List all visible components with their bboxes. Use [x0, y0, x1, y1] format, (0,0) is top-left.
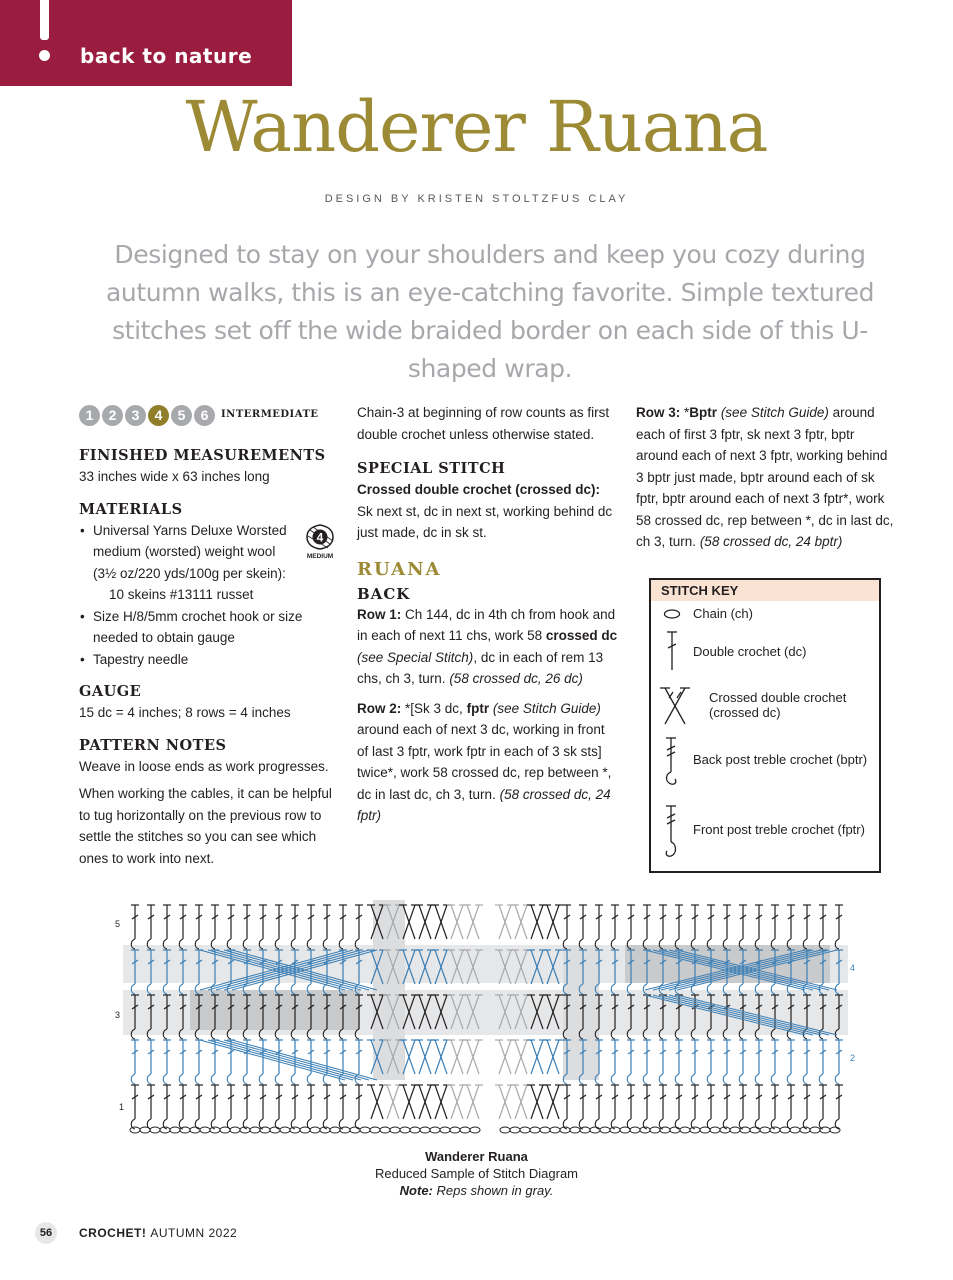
chain-mark	[690, 1127, 700, 1133]
row-label-2: 2	[850, 1053, 856, 1063]
chain-mark	[610, 1127, 620, 1133]
post-hook	[707, 1074, 711, 1084]
chain-mark	[510, 1127, 520, 1133]
chain-mark	[650, 1127, 660, 1133]
section-tab-label: back to nature	[80, 44, 253, 68]
chain-mark	[660, 1127, 670, 1133]
post-hook	[675, 1074, 679, 1084]
cable-line	[232, 1040, 377, 1080]
skill-level-2: 2	[102, 405, 123, 426]
page-number: 56	[35, 1222, 57, 1244]
chain-mark	[270, 1127, 280, 1133]
gauge-text: 15 dc = 4 inches; 8 rows = 4 inches	[79, 705, 291, 720]
row-label-5: 5	[115, 919, 121, 929]
chain-mark	[410, 1127, 420, 1133]
stitch-diagram	[105, 890, 865, 1140]
chain-mark	[590, 1127, 600, 1133]
back-heading: BACK	[357, 584, 411, 603]
list-item: • Tapestry needle	[79, 649, 344, 671]
chain-mark	[380, 1127, 390, 1133]
post-hook	[163, 1074, 167, 1084]
materials-yarn-amount: 10 skeins #13111 russet	[109, 587, 254, 602]
page-title: Wanderer Ruana	[185, 86, 768, 168]
chain-mark	[220, 1127, 230, 1133]
diagram-caption	[0, 1148, 953, 1199]
chain-mark	[190, 1127, 200, 1133]
chain-mark	[460, 1127, 470, 1133]
post-hook	[787, 1074, 791, 1084]
materials-heading: MATERIALS	[79, 500, 183, 518]
exclamation-dot-icon	[39, 50, 50, 61]
post-hook	[131, 1074, 135, 1084]
chain-mark	[200, 1127, 210, 1133]
chain-mark	[310, 1127, 320, 1133]
post-hook	[211, 1074, 215, 1084]
chain-mark	[600, 1127, 610, 1133]
chain-mark	[330, 1127, 340, 1133]
stitch-key-heading: STITCH KEY	[651, 580, 879, 601]
yarn-weight-number: 4	[316, 530, 324, 545]
magazine-name: CROCHET!	[79, 1226, 147, 1240]
chain-mark	[630, 1127, 640, 1133]
caption-subtitle: Reduced Sample of Stitch Diagram	[374, 1166, 579, 1181]
post-hook	[243, 1074, 247, 1084]
post-hook	[691, 1074, 695, 1084]
chain-mark	[620, 1127, 630, 1133]
chain-mark	[390, 1127, 400, 1133]
chain-mark	[830, 1127, 840, 1133]
skill-level-4: 4	[148, 405, 169, 426]
exclamation-icon	[40, 0, 49, 40]
materials-list-cont	[79, 606, 344, 671]
finished-text: 33 inches wide x 63 inches long	[79, 469, 270, 484]
chain-mark	[430, 1127, 440, 1133]
folio	[35, 1222, 237, 1244]
chain-mark	[260, 1127, 270, 1133]
chain-mark	[370, 1127, 380, 1133]
finished-heading: FINISHED MEASUREMENTS	[79, 447, 326, 464]
post-hook	[819, 1074, 823, 1084]
chain-mark	[550, 1127, 560, 1133]
chain-mark	[540, 1127, 550, 1133]
chain-mark	[580, 1127, 590, 1133]
row-2-instructions: Row 2: *[Sk 3 dc, fptr (see Stitch Guide) around each of next 3 dc, working in front of last 3 fptr, work fptr in each of 3 sk sts] twice*, work 58 crossed dc, rep between *, dc in last dc, ch 3, turn. (58 crossed dc, 24 fptr)	[357, 700, 612, 823]
chain-icon	[663, 607, 683, 619]
chain-mark	[680, 1127, 690, 1133]
row-label-3: 3	[115, 1010, 121, 1020]
ruana-heading: RUANA	[357, 558, 442, 580]
chain-mark	[210, 1127, 220, 1133]
row-1-instructions: Row 1: Ch 144, dc in 4th ch from hook and in each of next 11 chs, work 58 crossed dc (see Special Stitch), dc in each of rem 13 chs, ch 3, turn. (58 crossed dc, 26 dc)	[357, 606, 618, 686]
column-middle	[357, 402, 619, 827]
chain-mark	[760, 1127, 770, 1133]
yarn-weight-icon	[300, 524, 340, 560]
caption-title: Wanderer Ruana	[425, 1149, 528, 1164]
chain-mark	[340, 1127, 350, 1133]
post-hook	[307, 1074, 311, 1084]
post-hook	[227, 1074, 231, 1084]
chain-mark	[820, 1127, 830, 1133]
post-hook	[195, 1074, 199, 1084]
post-hook	[611, 1074, 615, 1084]
row-label-1: 1	[119, 1102, 125, 1112]
special-stitch-text: Sk next st, dc in next st, working behind dc just made, dc in sk st.	[357, 503, 613, 540]
post-hook	[179, 1074, 183, 1084]
back-post-treble-icon	[661, 736, 683, 788]
byline: DESIGN BY KRISTEN STOLTZFUS CLAY	[324, 193, 629, 205]
section-tab	[0, 0, 292, 86]
post-hook	[291, 1074, 295, 1084]
chain-mark	[470, 1127, 480, 1133]
chain-mark	[230, 1127, 240, 1133]
stitch-key: STITCH KEY Chain (ch) Double crochet (dc) Crossed double crochet (crossed dc) Back post treble crochet (bptr) Front post treble crochet (fptr)	[649, 578, 881, 873]
skill-level	[79, 402, 344, 428]
post-hook	[627, 1074, 631, 1084]
skill-level-1: 1	[79, 405, 100, 426]
chain-mark	[350, 1127, 360, 1133]
chain-mark	[500, 1127, 510, 1133]
post-hook	[147, 1074, 151, 1084]
chain-mark	[740, 1127, 750, 1133]
chain-mark	[530, 1127, 540, 1133]
row-3-instructions: Row 3: *Bptr (see Stitch Guide) around each of first 3 fptr, sk next 3 fptr, bptr around each of next 3 fptr, working behind 3 bptr just made, bptr around each of sk fptr, bptr around each of next 3 fptr*, work 58 crossed dc, rep between *, dc in last dc, ch 3, turn. (58 crossed dc, 24 bptr)	[636, 405, 894, 549]
list-item	[79, 520, 296, 606]
chain-mark	[730, 1127, 740, 1133]
chain-mark	[400, 1127, 410, 1133]
list-item: • Size H/8/5mm crochet hook or size needed to obtain gauge	[79, 606, 344, 649]
chain-mark	[170, 1127, 180, 1133]
chain-mark	[130, 1127, 140, 1133]
post-hook	[643, 1074, 647, 1084]
chain-mark	[180, 1127, 190, 1133]
chain-note: Chain-3 at beginning of row counts as first double crochet unless otherwise stated.	[357, 405, 610, 442]
special-stitch-name: Crossed double crochet (crossed dc):	[357, 482, 601, 497]
chain-mark	[750, 1127, 760, 1133]
skill-level-label: INTERMEDIATE	[221, 409, 319, 421]
caption-note-label: Note:	[399, 1183, 433, 1198]
chain-mark	[280, 1127, 290, 1133]
yarn-weight-label: MEDIUM	[306, 553, 334, 560]
chain-mark	[780, 1127, 790, 1133]
double-crochet-icon	[665, 630, 679, 672]
chain-mark	[140, 1127, 150, 1133]
row-label-4: 4	[850, 963, 856, 973]
post-hook	[771, 1074, 775, 1084]
pattern-notes-heading: PATTERN NOTES	[79, 736, 227, 754]
front-post-treble-icon	[661, 804, 683, 860]
post-hook	[323, 1074, 327, 1084]
chain-mark	[790, 1127, 800, 1133]
crossed-double-crochet-icon	[659, 684, 693, 726]
special-stitch-heading: SPECIAL STITCH	[357, 460, 506, 477]
deck-text: Designed to stay on your shoulders and keep you cozy during autumn walks, this is an eye-catching favorite. Simple textured stitches set off the wide braided border on each side of this U-shaped wrap.	[105, 240, 875, 383]
post-hook	[835, 1074, 839, 1084]
chain-mark	[700, 1127, 710, 1133]
pattern-notes-p2: When working the cables, it can be helpful to tug horizontally on the previous row to settle the stitches so you can see which ones to work into next.	[79, 786, 332, 866]
post-hook	[803, 1074, 807, 1084]
cable-line	[216, 1040, 361, 1080]
post-hook	[723, 1074, 727, 1084]
chain-mark	[710, 1127, 720, 1133]
post-hook	[659, 1074, 663, 1084]
chain-mark	[520, 1127, 530, 1133]
rep-column	[563, 945, 599, 1080]
column-left	[79, 402, 344, 869]
post-hook	[755, 1074, 759, 1084]
chain-mark	[440, 1127, 450, 1133]
issue-date: AUTUMN 2022	[150, 1226, 238, 1240]
post-hook	[739, 1074, 743, 1084]
materials-yarn: Universal Yarns Deluxe Worsted medium (worsted) weight wool (3½ oz/220 yds/100g per skein):	[93, 522, 287, 581]
chain-mark	[420, 1127, 430, 1133]
chain-mark	[300, 1127, 310, 1133]
chain-mark	[450, 1127, 460, 1133]
post-hook	[275, 1074, 279, 1084]
gauge-heading: GAUGE	[79, 683, 142, 700]
chain-mark	[250, 1127, 260, 1133]
chain-mark	[810, 1127, 820, 1133]
chain-mark	[670, 1127, 680, 1133]
column-right	[636, 402, 898, 553]
chain-mark	[570, 1127, 580, 1133]
chain-mark	[150, 1127, 160, 1133]
skill-level-6: 6	[194, 405, 215, 426]
skill-level-3: 3	[125, 405, 146, 426]
chain-mark	[290, 1127, 300, 1133]
pattern-notes-p1: Weave in loose ends as work progresses.	[79, 758, 329, 774]
skill-level-5: 5	[171, 405, 192, 426]
caption-note-text: Reps shown in gray.	[436, 1183, 554, 1198]
chain-mark	[360, 1127, 370, 1133]
cable-line	[200, 1040, 345, 1080]
post-hook	[259, 1074, 263, 1084]
chain-mark	[770, 1127, 780, 1133]
